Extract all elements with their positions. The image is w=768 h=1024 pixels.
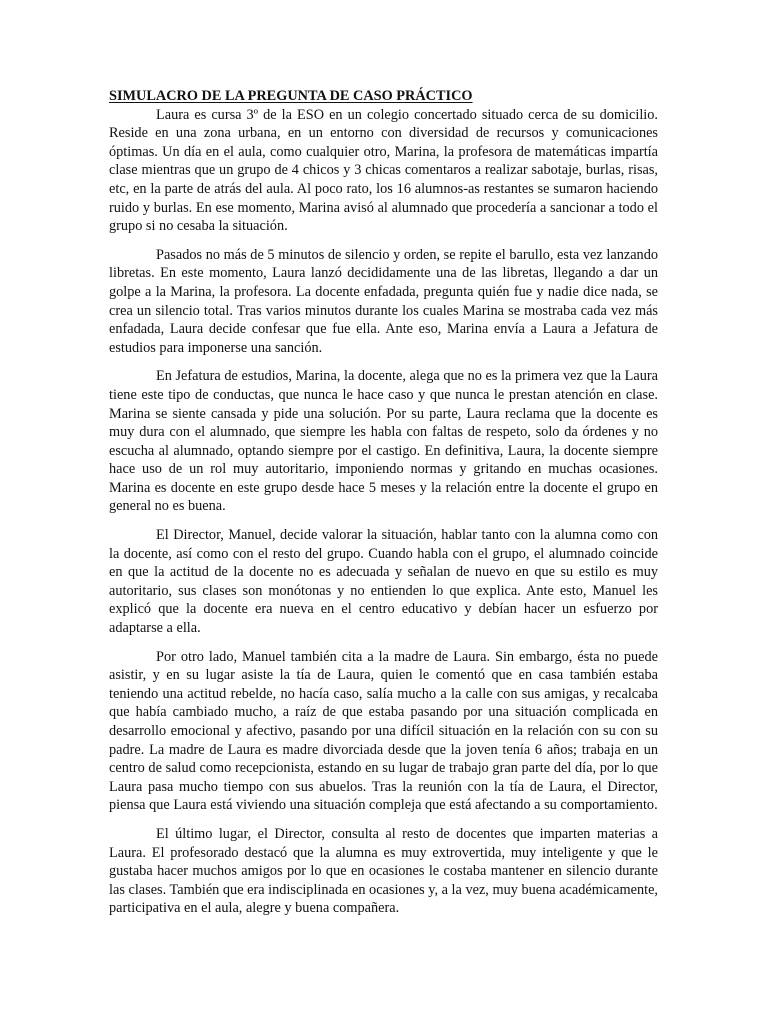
paragraph: El Director, Manuel, decide valorar la situación, hablar tanto con la alumna como con la docente, así como con el resto del grupo. Cuando habla con el grupo, el alumnado coincide en que la actitud de la docente no es adecuada y señalan de nuevo en que su estilo es muy autoritario, sus clases son monótonas y no entienden lo que explica. Ante esto, Manuel les explicó que la docente era nueva en el centro educativo y debían hacer un esfuerzo por adaptarse a ella. — [109, 527, 658, 637]
paragraph: Laura es cursa 3º de la ESO en un colegio concertado situado cerca de su domicilio. Reside en una zona urbana, en un entorno con diversidad de recursos y comunicaciones óptimas. Un día en el aula, como cualquier otro, Marina, la profesora de matemáticas impartía clase mientras que un grupo de 4 chicos y 3 chicas comentaros a realizar sabotaje, burlas, risas, etc, en la parte de atrás del aula. Al poco rato, los 16 alumnos-as restantes se sumaron haciendo ruido y burlas. En ese momento, Marina avisó al alumnado que procedería a sancionar a todo el grupo si no cesaba la situación. — [109, 106, 658, 235]
document-title: SIMULACRO DE LA PREGUNTA DE CASO PRÁCTICO — [109, 88, 473, 104]
document-page — [109, 87, 658, 928]
paragraph: Pasados no más de 5 minutos de silencio y orden, se repite el barullo, esta vez lanzando libretas. En este momento, Laura lanzó decididamente una de las libretas, llegando a dar un golpe a la Marina, la profesora. La docente enfadada, pregunta quién fue y nadie dice nada, se crea un silencio total. Tras varios minutos durante los cuales Marina se mostraba cada vez más enfadada, Laura decide confesar que fue ella. Ante eso, Marina envía a Laura a Jefatura de estudios para imponerse una sanción. — [109, 246, 658, 356]
paragraph: Por otro lado, Manuel también cita a la madre de Laura. Sin embargo, ésta no puede asistir, y en su lugar asiste la tía de Laura, quien le comentó que en casa también estaba teniendo una actitud rebelde, no hacía caso, salía mucho a la calle con sus amigas, y recalcaba que había cambiado mucho, a raíz de que estaba pasando por una situación complicada en desarrollo emocional y afectivo, pasando por una difícil situación en la relación con su con su padre. La madre de Laura es madre divorciada desde que la joven tenía 6 años; trabaja en un centro de salud como recepcionista, estando en su lugar de trabajo gran parte del día, por lo que Laura pasa mucho tiempo con sus abuelos. Tras la reunión con la tía de Laura, el Director, piensa que Laura está viviendo una situación compleja que está afectando a su comportamiento. — [109, 648, 658, 814]
paragraph: En Jefatura de estudios, Marina, la docente, alega que no es la primera vez que la Laura tiene este tipo de conductas, que nunca le hace caso y que nunca le prestan atención en clase. Marina se siente cansada y pide una solución. Por su parte, Laura reclama que la docente es muy dura con el alumnado, que siempre les habla con faltas de respeto, solo da órdenes y no escucha al alumnado, optando siempre por el castigo. En definitiva, Laura, la docente siempre hace uso de un rol muy autoritario, imponiendo normas y gritando en muchas ocasiones. Marina es docente en este grupo desde hace 5 meses y la relación entre la docente el grupo en general no es buena. — [109, 368, 658, 515]
paragraph: El último lugar, el Director, consulta al resto de docentes que imparten materias a Laura. El profesorado destacó que la alumna es muy extrovertida, muy inteligente y que le gustaba hacer muchos amigos por lo que en ocasiones le costaba mantener en silencio durante las clases. También que era indisciplinada en ocasiones y, a la vez, muy buena académicamente, participativa en el aula, alegre y buena compañera. — [109, 825, 658, 917]
